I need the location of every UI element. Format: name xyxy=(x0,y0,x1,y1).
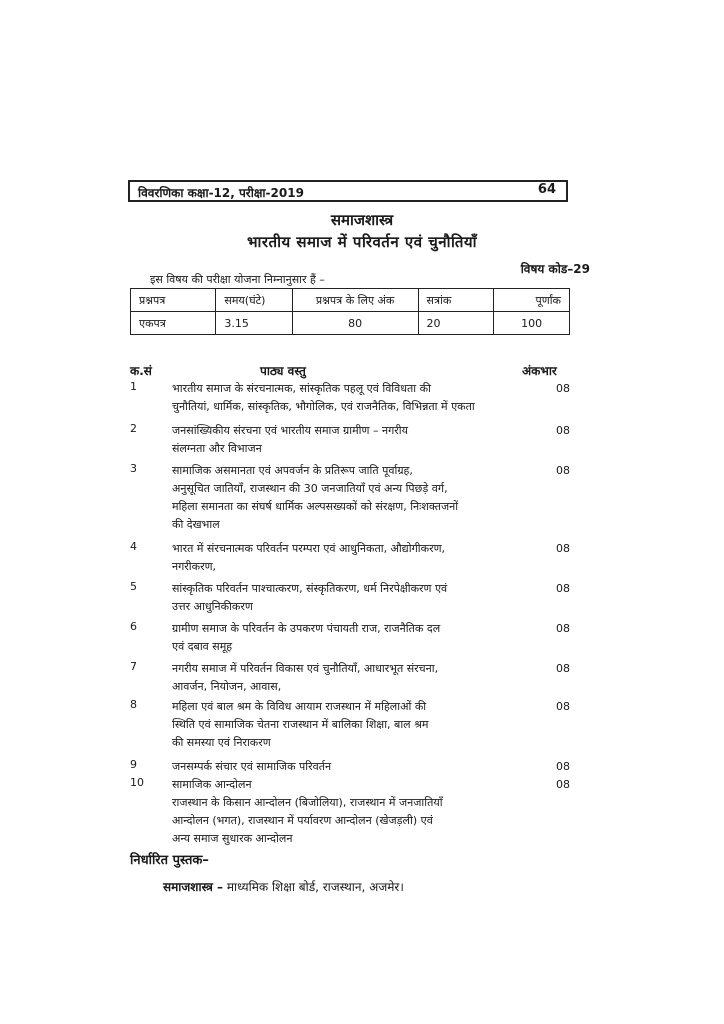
item-number: 1 xyxy=(130,380,137,393)
header-box xyxy=(128,180,568,202)
item-marks: 08 xyxy=(556,622,570,635)
subject-code: विषय कोड–29 xyxy=(520,262,590,276)
item-line: स्थिति एवं सामाजिक चेतना राजस्थान में बालिका शिक्षा, बाल श्रम xyxy=(172,718,429,731)
table-cell: एकपत्र xyxy=(131,312,216,335)
item-line: सांस्कृतिक परिवर्तन पाश्चात्करण, संस्कृतिकरण, धर्म निरपेक्षीकरण एवं xyxy=(172,582,448,595)
item-number: 3 xyxy=(130,462,137,475)
item-line: महिला समानता का संघर्ष धार्मिक अल्पसख्यकों को संरक्षण, निःशक्तजनों xyxy=(172,500,459,513)
book-name: समाजशास्त्र – xyxy=(163,880,224,894)
prescribed-heading: निर्धारित पुस्तक– xyxy=(130,853,209,868)
page-number: 64 xyxy=(537,182,556,197)
item-content xyxy=(172,776,530,848)
col-head-serial: क.सं xyxy=(130,364,152,378)
item-number: 8 xyxy=(130,698,137,711)
table-header-cell: समय(घंटे) xyxy=(216,289,292,312)
item-marks: 08 xyxy=(556,760,570,773)
exam-scheme-table xyxy=(130,288,570,335)
table-header-cell: सत्रांक xyxy=(418,289,494,312)
item-line: अन्य समाज सुधारक आन्दोलन xyxy=(172,832,293,845)
item-line: आवर्जन, नियोजन, आवास, xyxy=(172,680,282,693)
table-cell: 80 xyxy=(292,312,418,335)
item-line: राजस्थान के किसान आन्दोलन (बिजोलिया), राजस्थान में जनजातियाँ xyxy=(172,796,443,809)
item-marks: 08 xyxy=(556,582,570,595)
table-header-cell: प्रश्नपत्र xyxy=(131,289,216,312)
item-content xyxy=(172,620,530,656)
item-line: आन्दोलन (भगत), राजस्थान में पर्यावरण आन्दोलन (खेजड़ली) एवं xyxy=(172,814,433,827)
item-content xyxy=(172,758,530,776)
item-number: 2 xyxy=(130,422,137,435)
item-marks: 08 xyxy=(556,424,570,437)
item-number: 7 xyxy=(130,660,137,673)
prescribed-book xyxy=(163,878,404,895)
item-number: 4 xyxy=(130,540,137,553)
item-content xyxy=(172,660,530,696)
item-line: चुनौतियां, धार्मिक, सांस्कृतिक, भौगोलिक, एवं राजनैतिक, विभिन्नता में एकता xyxy=(172,400,475,413)
item-number: 9 xyxy=(130,758,137,771)
table-header-cell: पूर्णांक xyxy=(494,289,570,312)
item-line: अनुसूचित जातियाँ, राजस्थान की 30 जनजातियाँ एवं अन्य पिछड़े वर्ग, xyxy=(172,482,448,495)
table-cell: 3.15 xyxy=(216,312,292,335)
item-line: जनसम्पर्क संचार एवं सामाजिक परिवर्तन xyxy=(172,760,332,773)
item-line: की समस्या एवं निराकरण xyxy=(172,736,271,749)
table-header-cell: प्रश्नपत्र के लिए अंक xyxy=(292,289,418,312)
table-row xyxy=(131,312,570,335)
item-line: नगरीय समाज में परिवर्तन विकास एवं चुनौतियाँ, आधारभूत संरचना, xyxy=(172,662,439,675)
item-number: 5 xyxy=(130,580,137,593)
page-subtitle: भारतीय समाज में परिवर्तन एवं चुनौतियाँ xyxy=(246,233,478,251)
item-marks: 08 xyxy=(556,778,570,791)
item-marks: 08 xyxy=(556,700,570,713)
item-content xyxy=(172,580,530,616)
item-marks: 08 xyxy=(556,464,570,477)
page-title: समाजशास्त्र xyxy=(330,211,394,229)
item-line: सामाजिक असमानता एवं अपवर्जन के प्रतिरूप जाति पूर्वाग्रह, xyxy=(172,464,413,477)
item-content xyxy=(172,462,530,534)
item-line: संलग्नता और विभाजन xyxy=(172,442,262,455)
item-line: ग्रामीण समाज के परिवर्तन के उपकरण पंचायती राज, राजनैतिक दल xyxy=(172,622,441,635)
item-marks: 08 xyxy=(556,382,570,395)
table-cell: 20 xyxy=(418,312,494,335)
item-marks: 08 xyxy=(556,662,570,675)
item-marks: 08 xyxy=(556,542,570,555)
item-line: एवं दबाव समूह xyxy=(172,640,233,653)
item-content xyxy=(172,698,530,752)
table-header-row xyxy=(131,289,570,312)
table-cell: 100 xyxy=(494,312,570,335)
intro-text: इस विषय की परीक्षा योजना निम्नानुसार हैं – xyxy=(150,273,325,286)
item-number: 10 xyxy=(130,776,144,789)
item-line: उत्तर आधुनिकीकरण xyxy=(172,600,253,613)
item-content xyxy=(172,540,530,576)
item-line: भारत में संरचनात्मक परिवर्तन परम्परा एवं आधुनिकता, औद्योगीकरण, xyxy=(172,542,446,555)
item-line: की देखभाल xyxy=(172,518,220,531)
item-content xyxy=(172,422,530,458)
item-content xyxy=(172,380,530,416)
book-publisher: माध्यमिक शिक्षा बोर्ड, राजस्थान, अजमेर। xyxy=(226,880,404,894)
col-head-content: पाठ्य वस्तु xyxy=(260,364,306,378)
item-line: सामाजिक आन्दोलन xyxy=(172,778,252,791)
item-line: नगरीकरण, xyxy=(172,560,217,573)
item-number: 6 xyxy=(130,620,137,633)
header-title: विवरणिका कक्षा-12, परीक्षा-2019 xyxy=(138,186,304,200)
col-head-marks: अंकभार xyxy=(522,364,557,378)
item-line: भारतीय समाज के संरचनात्मक, सांस्कृतिक पहलू एवं विविधता की xyxy=(172,382,431,395)
item-line: महिला एवं बाल श्रम के विविध आयाम राजस्थान में महिलाओं की xyxy=(172,700,427,713)
item-line: जनसांख्यिकीय संरचना एवं भारतीय समाज ग्रामीण – नगरीय xyxy=(172,424,409,437)
